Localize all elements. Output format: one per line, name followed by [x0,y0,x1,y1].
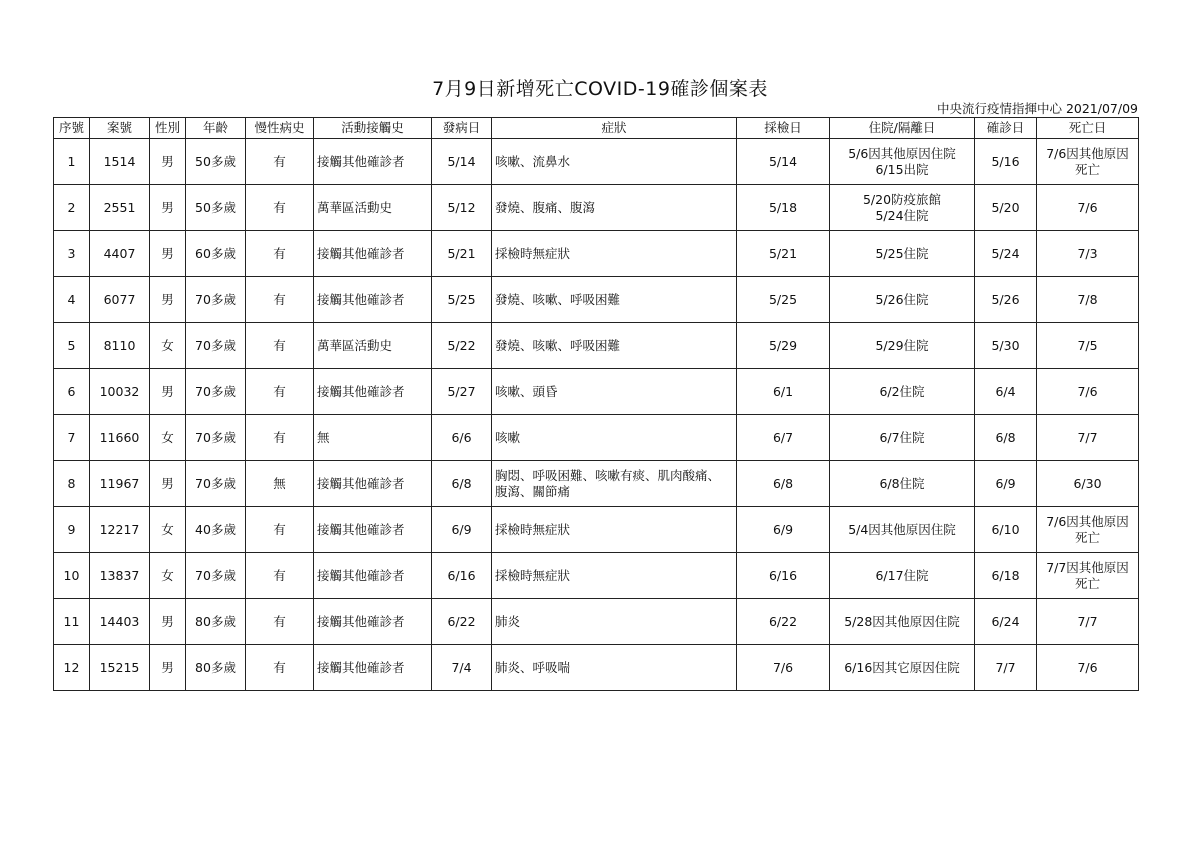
table-row [54,553,1139,599]
serial-cell: 4 [54,277,90,323]
table-row [54,599,1139,645]
hospitalization-cell: 5/6因其他原因住院 6/15出院 [830,139,975,185]
case-number-cell: 12217 [90,507,150,553]
onset-date-cell: 5/22 [432,323,492,369]
symptoms-cell: 採檢時無症狀 [492,507,737,553]
header-onset: 發病日 [432,118,492,139]
test-date-cell: 6/8 [737,461,830,507]
confirm-date-cell: 5/24 [975,231,1037,277]
case-number-cell: 14403 [90,599,150,645]
death-date-cell: 7/6 [1037,185,1139,231]
onset-date-cell: 7/4 [432,645,492,691]
serial-cell: 12 [54,645,90,691]
chronic-history-cell: 有 [246,231,314,277]
confirm-date-cell: 6/24 [975,599,1037,645]
sex-cell: 男 [150,139,186,185]
age-cell: 50多歲 [186,185,246,231]
hospitalization-cell: 6/17住院 [830,553,975,599]
test-date-cell: 6/22 [737,599,830,645]
chronic-history-cell: 有 [246,507,314,553]
contact-history-cell: 萬華區活動史 [314,185,432,231]
serial-cell: 9 [54,507,90,553]
sex-cell: 男 [150,369,186,415]
serial-cell: 10 [54,553,90,599]
test-date-cell: 5/18 [737,185,830,231]
death-date-cell: 7/7 [1037,599,1139,645]
death-date-cell: 7/6 [1037,645,1139,691]
serial-cell: 8 [54,461,90,507]
symptoms-cell: 採檢時無症狀 [492,553,737,599]
confirm-date-cell: 5/20 [975,185,1037,231]
hospitalization-cell: 5/28因其他原因住院 [830,599,975,645]
chronic-history-cell: 有 [246,139,314,185]
age-cell: 70多歲 [186,415,246,461]
death-date-cell: 7/3 [1037,231,1139,277]
age-cell: 70多歲 [186,461,246,507]
confirm-date-cell: 6/4 [975,369,1037,415]
chronic-history-cell: 有 [246,277,314,323]
death-date-cell: 7/8 [1037,277,1139,323]
contact-history-cell: 接觸其他確診者 [314,277,432,323]
header-sex: 性別 [150,118,186,139]
table-row [54,323,1139,369]
test-date-cell: 6/7 [737,415,830,461]
contact-history-cell: 萬華區活動史 [314,323,432,369]
sex-cell: 女 [150,323,186,369]
symptoms-cell: 肺炎、呼吸喘 [492,645,737,691]
death-date-cell: 7/6因其他原因死亡 [1037,139,1139,185]
chronic-history-cell: 有 [246,415,314,461]
sex-cell: 男 [150,277,186,323]
onset-date-cell: 6/16 [432,553,492,599]
serial-cell: 6 [54,369,90,415]
sex-cell: 男 [150,185,186,231]
onset-date-cell: 5/27 [432,369,492,415]
sex-cell: 女 [150,553,186,599]
age-cell: 70多歲 [186,323,246,369]
onset-date-cell: 5/25 [432,277,492,323]
case-number-cell: 11967 [90,461,150,507]
chronic-history-cell: 有 [246,185,314,231]
sex-cell: 男 [150,645,186,691]
confirm-date-cell: 6/9 [975,461,1037,507]
case-number-cell: 4407 [90,231,150,277]
table-row [54,645,1139,691]
serial-cell: 5 [54,323,90,369]
table-row [54,369,1139,415]
onset-date-cell: 5/12 [432,185,492,231]
confirm-date-cell: 6/8 [975,415,1037,461]
symptoms-cell: 咳嗽、流鼻水 [492,139,737,185]
hospitalization-cell: 6/7住院 [830,415,975,461]
symptoms-cell: 咳嗽、頭昏 [492,369,737,415]
case-number-cell: 15215 [90,645,150,691]
test-date-cell: 6/9 [737,507,830,553]
serial-cell: 2 [54,185,90,231]
contact-history-cell: 接觸其他確診者 [314,231,432,277]
sex-cell: 男 [150,599,186,645]
header-hospitalization: 住院/隔離日 [830,118,975,139]
serial-cell: 3 [54,231,90,277]
confirm-date-cell: 5/30 [975,323,1037,369]
chronic-history-cell: 有 [246,645,314,691]
header-test-date: 採檢日 [737,118,830,139]
contact-history-cell: 接觸其他確診者 [314,599,432,645]
table-row [54,231,1139,277]
confirm-date-cell: 6/10 [975,507,1037,553]
test-date-cell: 6/16 [737,553,830,599]
confirm-date-cell: 7/7 [975,645,1037,691]
hospitalization-cell: 6/8住院 [830,461,975,507]
age-cell: 70多歲 [186,277,246,323]
contact-history-cell: 無 [314,415,432,461]
serial-cell: 7 [54,415,90,461]
case-number-cell: 10032 [90,369,150,415]
age-cell: 60多歲 [186,231,246,277]
death-cases-table [53,117,1139,691]
death-date-cell: 6/30 [1037,461,1139,507]
death-date-cell: 7/5 [1037,323,1139,369]
case-number-cell: 8110 [90,323,150,369]
contact-history-cell: 接觸其他確診者 [314,369,432,415]
table-row [54,185,1139,231]
case-number-cell: 6077 [90,277,150,323]
table-row [54,507,1139,553]
confirm-date-cell: 5/16 [975,139,1037,185]
case-number-cell: 11660 [90,415,150,461]
test-date-cell: 5/25 [737,277,830,323]
table-body [54,139,1139,691]
contact-history-cell: 接觸其他確診者 [314,645,432,691]
chronic-history-cell: 有 [246,553,314,599]
death-date-cell: 7/6因其他原因死亡 [1037,507,1139,553]
test-date-cell: 5/21 [737,231,830,277]
onset-date-cell: 5/14 [432,139,492,185]
contact-history-cell: 接觸其他確診者 [314,461,432,507]
symptoms-cell: 發燒、咳嗽、呼吸困難 [492,277,737,323]
hospitalization-cell: 5/20防疫旅館 5/24住院 [830,185,975,231]
page-title: 7月9日新增死亡COVID-19確診個案表 [432,78,768,100]
chronic-history-cell: 無 [246,461,314,507]
symptoms-cell: 發燒、腹痛、腹瀉 [492,185,737,231]
serial-cell: 1 [54,139,90,185]
symptoms-cell: 發燒、咳嗽、呼吸困難 [492,323,737,369]
source-date-label: 中央流行疫情指揮中心 2021/07/09 [936,101,1138,116]
age-cell: 70多歲 [186,553,246,599]
age-cell: 80多歲 [186,599,246,645]
confirm-date-cell: 6/18 [975,553,1037,599]
test-date-cell: 7/6 [737,645,830,691]
sex-cell: 女 [150,415,186,461]
case-number-cell: 1514 [90,139,150,185]
test-date-cell: 5/14 [737,139,830,185]
contact-history-cell: 接觸其他確診者 [314,553,432,599]
age-cell: 40多歲 [186,507,246,553]
hospitalization-cell: 6/16因其它原因住院 [830,645,975,691]
chronic-history-cell: 有 [246,369,314,415]
sex-cell: 男 [150,461,186,507]
age-cell: 50多歲 [186,139,246,185]
header-contact: 活動接觸史 [314,118,432,139]
symptoms-cell: 肺炎 [492,599,737,645]
header-case-no: 案號 [90,118,150,139]
table-row [54,139,1139,185]
header-age: 年齡 [186,118,246,139]
case-number-cell: 2551 [90,185,150,231]
hospitalization-cell: 6/2住院 [830,369,975,415]
test-date-cell: 5/29 [737,323,830,369]
table-row [54,415,1139,461]
contact-history-cell: 接觸其他確診者 [314,139,432,185]
death-date-cell: 7/6 [1037,369,1139,415]
header-chronic: 慢性病史 [246,118,314,139]
test-date-cell: 6/1 [737,369,830,415]
table-row [54,277,1139,323]
symptoms-cell: 胸悶、呼吸困難、咳嗽有痰、肌肉酸痛、 腹瀉、關節痛 [492,461,737,507]
hospitalization-cell: 5/25住院 [830,231,975,277]
header-symptoms: 症狀 [492,118,737,139]
hospitalization-cell: 5/26住院 [830,277,975,323]
death-date-cell: 7/7 [1037,415,1139,461]
onset-date-cell: 6/8 [432,461,492,507]
table-header-row [54,118,1139,139]
onset-date-cell: 6/6 [432,415,492,461]
table-row [54,461,1139,507]
onset-date-cell: 5/21 [432,231,492,277]
symptoms-cell: 咳嗽 [492,415,737,461]
case-number-cell: 13837 [90,553,150,599]
hospitalization-cell: 5/4因其他原因住院 [830,507,975,553]
age-cell: 70多歲 [186,369,246,415]
serial-cell: 11 [54,599,90,645]
hospitalization-cell: 5/29住院 [830,323,975,369]
sex-cell: 男 [150,231,186,277]
chronic-history-cell: 有 [246,323,314,369]
age-cell: 80多歲 [186,645,246,691]
header-death-date: 死亡日 [1037,118,1139,139]
contact-history-cell: 接觸其他確診者 [314,507,432,553]
sex-cell: 女 [150,507,186,553]
symptoms-cell: 採檢時無症狀 [492,231,737,277]
death-date-cell: 7/7因其他原因死亡 [1037,553,1139,599]
header-confirm-date: 確診日 [975,118,1037,139]
onset-date-cell: 6/22 [432,599,492,645]
chronic-history-cell: 有 [246,599,314,645]
header-serial: 序號 [54,118,90,139]
onset-date-cell: 6/9 [432,507,492,553]
confirm-date-cell: 5/26 [975,277,1037,323]
